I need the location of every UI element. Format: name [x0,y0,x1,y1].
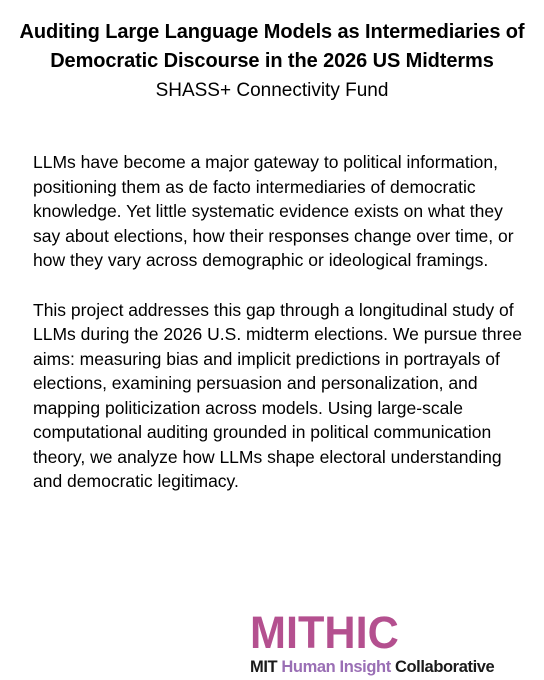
page-subtitle: SHASS+ Connectivity Fund [155,80,389,101]
paragraph-1: LLMs have become a major gateway to political information, positioning them as de facto intermediaries of democratic knowledge. Yet little systematic evidence exists on what they say about elections, how their responses change over time, or how they vary across demographic or ideological framings. [33,152,514,270]
logo-subtitle [250,657,540,677]
body-text [33,150,523,494]
logo-wordmark: MITHIC [250,607,399,658]
page-title: Auditing Large Language Models as Intermediaries of Democratic Discourse in the 2026 US Midterms [19,21,525,72]
logo-sub-collaborative: Collaborative [394,658,495,676]
mithic-logo [250,607,540,677]
logo-sub-human-insight: Human Insight [281,658,391,676]
page-header [0,18,544,104]
logo-sub-mit: MIT [250,658,278,676]
paragraph-2: This project addresses this gap through a longitudinal study of LLMs during the 2026 U.S. midterm elections. We pursue three aims: measuring bias and implicit predictions in portrayals of elections, examining persuasion and personalization, and mapping politicization across models. Using large-scale computational auditing grounded in political communication theory, we analyze how LLMs shape electoral understanding and democratic legitimacy. [33,299,522,491]
